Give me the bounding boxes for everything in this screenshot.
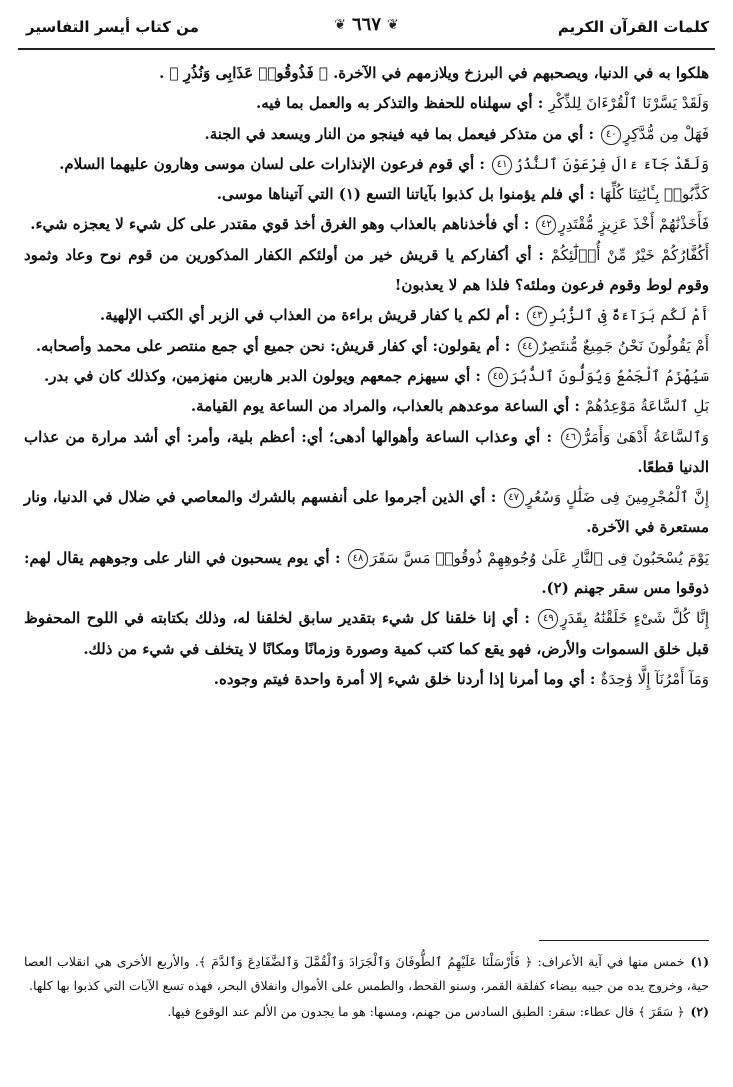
- footnotes: [24, 950, 709, 1026]
- gloss-paragraph: [24, 391, 709, 421]
- gloss-paragraph: [24, 209, 709, 239]
- gloss-paragraph: [24, 331, 709, 361]
- quran-phrase: إِنَّا كُلَّ شَىْءٍ خَلَقْنَٰهُ بِقَدَرٍ: [560, 609, 710, 628]
- gloss-paragraph: [24, 482, 709, 543]
- ayah-number-marker: ٤٩: [538, 609, 558, 629]
- ayah-number-marker: ٤٢: [536, 215, 556, 235]
- quran-phrase: وَمَآ أَمْرُنَآ إِلَّا وَٰحِدَةٌ: [600, 669, 709, 688]
- explanation-text: هلكوا به في الدنيا، ويصحبهم في البرزخ ويلازمهم في الآخرة. ﴿ فَذُوقُوا۟ عَذَابِى وَنُذُرِ ﴾ .: [159, 64, 709, 82]
- gloss-paragraph: [24, 361, 709, 391]
- quran-phrase: فَأَخَذْنَٰهُمْ أَخْذَ عَزِيزٍ مُّقْتَدِرٍ: [558, 215, 709, 234]
- quran-phrase: إِنَّ ٱلْمُجْرِمِينَ فِى ضَلَٰلٍ وَسُعُرٍ: [525, 488, 709, 507]
- explanation-text: : أم لكم يا كفار قريش براءة من العذاب في الزبر أي الكتب الإلهية.: [99, 306, 526, 325]
- explanation-text: : أي الساعة موعدهم بالعذاب، والمراد من الساعة يوم القيامة.: [190, 397, 586, 416]
- explanation-text: : أي الذين أجرموا على أنفسهم بالشرك والمعاصي في ضلال في الدنيا، ونار مستعرة في الآخرة.: [24, 488, 709, 537]
- header-divider: [18, 48, 715, 50]
- gloss-paragraph: [24, 149, 709, 179]
- header-source-title: من كتاب أيسر التفاسير: [26, 18, 199, 36]
- ayah-number-marker: ٤٧: [504, 488, 524, 508]
- footnote: [24, 950, 709, 998]
- footnote-text: خمس منها في آية الأعراف: ﴿ فَأَرْسَلْنَا عَلَيْهِمُ ٱلطُّوفَانَ وَٱلْجَرَادَ وَٱلْقُمَّلَ وَٱلضَّفَادِعَ وَٱلدَّمَ ﴾. والأربع الأخرى هي انقلاب العصا حية، وخروج يده من جيبه بيضاء كفلقة القمر، وسنو القحط، والطمس على الأموال وانفلاق البحر، فهذه تسع الآيات التي كذبوا بها كلها.: [24, 954, 709, 993]
- gloss-paragraph: [24, 88, 709, 118]
- quran-phrase: أَمْ لَكُم بَرَآءَةٌ فِى ٱلزُّبُرِ: [549, 306, 709, 325]
- explanation-text: : أي سهلناه للحفظ والتذكر به والعمل بما فيه.: [256, 94, 549, 113]
- footnote-number: (٢): [690, 1004, 709, 1019]
- explanation-text: : أي وما أمرنا إذا أردنا خلق شيء إلا أمرة واحدة فيتم وجوده.: [213, 669, 601, 688]
- explanation-text: : أي أكفاركم يا قريش خير من أولئكم الكفار المذكورين من قوم نوح وعاد وثمود وقوم لوط وقوم فرعون وملئه؟ فلذا هم لا يعذبون!: [24, 245, 709, 295]
- explanation-text: : أي وعذاب الساعة وأهوالها أدهى؛ أي: أعظم بلية، وأمر: أي أشد مرارة من عذاب الدنيا قطعًا.: [24, 427, 709, 476]
- explanation-text: : أي قوم فرعون الإنذارات على لسان موسى وهارون عليهما السلام.: [59, 154, 491, 173]
- ayah-number-marker: ٤٤: [518, 337, 538, 357]
- explanation-text: : أي فلم يؤمنوا بل كذبوا بآياتنا التسع (١) التي آتيناها موسى.: [216, 185, 600, 204]
- page-body: [24, 58, 709, 694]
- quran-phrase: يَوْمَ يُسْحَبُونَ فِى ٱلنَّارِ عَلَىٰ وُجُوهِهِمْ ذُوقُوا۟ مَسَّ سَقَرَ: [369, 548, 709, 567]
- gloss-paragraph: [24, 543, 709, 604]
- explanation-text: : أي فأخذناهم بالعذاب وهو الغرق أخذ قوي مقتدر على كل شيء لا يعجزه شيء.: [30, 215, 535, 234]
- ayah-number-marker: ٤٨: [348, 549, 368, 569]
- ayah-number-marker: ٤٦: [561, 428, 581, 448]
- gloss-paragraph: [24, 240, 709, 301]
- quran-phrase: أَمْ يَقُولُونَ نَحْنُ جَمِيعٌ مُّنتَصِرٌ: [539, 336, 709, 355]
- ayah-number-marker: ٤٠: [601, 125, 621, 145]
- gloss-paragraph: [24, 119, 709, 149]
- gloss-paragraph: [24, 603, 709, 664]
- footnote: [24, 1000, 709, 1024]
- explanation-text: : أم يقولون: أي كفار قريش: نحن جميع أي جمع منتصر على محمد وأصحابه.: [35, 336, 516, 355]
- footnote-divider: [539, 940, 709, 941]
- explanation-text: : أي من متذكر فيعمل بما فيه فينجو من النار ويسعد في الجنة.: [204, 124, 600, 143]
- quran-phrase: وَٱلسَّاعَةُ أَدْهَىٰ وَأَمَرُّ: [582, 427, 709, 446]
- ornament-right-icon: ❦: [387, 16, 399, 33]
- explanation-text: : أي يوم يسحبون في النار على وجوههم يقال لهم: ذوقوا مس سقر جهنم (٢).: [24, 548, 709, 598]
- page-header: [18, 10, 715, 40]
- explanation-text: : أي سيهزم جمعهم ويولون الدبر هاربين منهزمين، وكذلك كان في بدر.: [43, 366, 487, 385]
- quran-phrase: بَلِ ٱلسَّاعَةُ مَوْعِدُهُمْ: [585, 397, 709, 416]
- quran-phrase: أَكُفَّارُكُمْ خَيْرٌ مِّنْ أُو۟لَٰٓئِكُمْ: [550, 245, 709, 264]
- quran-phrase: وَلَقَدْ يَسَّرْنَا ٱلْقُرْءَانَ لِلذِّكْرِ: [548, 94, 709, 113]
- quran-phrase: سَيُهْزَمُ ٱلْجَمْعُ وَيُوَلُّونَ ٱلدُّبُرَ: [510, 366, 709, 385]
- book-page: [18, 10, 715, 1077]
- footnote-text: ﴿ سَقَرَ ﴾ قال عطاء: سقر: الطبق السادس من جهنم، ومسها: هو ما يجدون من الألم عند الوقوع فيها.: [167, 1004, 685, 1019]
- footnote-number: (١): [690, 954, 709, 969]
- header-page-number-group: [334, 14, 398, 35]
- gloss-paragraph: [24, 58, 709, 88]
- ayah-number-marker: ٤١: [492, 155, 512, 175]
- explanation-text: : أي إنا خلقنا كل شيء بتقدير سابق لخلقنا له، وذلك بكتابته في اللوح المحفوظ قبل خلق السموات والأرض، فهو يقع كما كتب كمية وصورة وزمانًا ومكانًا لا يتخلف في شيء من ذلك.: [24, 609, 709, 658]
- ayah-number-marker: ٤٣: [527, 306, 547, 326]
- gloss-paragraph: [24, 422, 709, 483]
- page-number: ٦٦٧: [351, 14, 382, 35]
- quran-phrase: كَذَّبُوا۟ بِـَٔايَٰتِنَا كُلِّهَا: [599, 185, 709, 204]
- gloss-paragraph: [24, 179, 709, 209]
- gloss-paragraph: [24, 300, 709, 330]
- quran-phrase: فَهَلْ مِن مُّدَّكِرٍ: [623, 124, 709, 143]
- ornament-left-icon: ❦: [334, 16, 346, 33]
- quran-phrase: وَلَقَدْ جَآءَ ءَالَ فِرْعَوْنَ ٱلنُّذُرُ: [514, 154, 709, 173]
- header-book-title: كلمات القرآن الكريم: [557, 18, 709, 36]
- gloss-paragraph: [24, 664, 709, 694]
- ayah-number-marker: ٤٥: [488, 367, 508, 387]
